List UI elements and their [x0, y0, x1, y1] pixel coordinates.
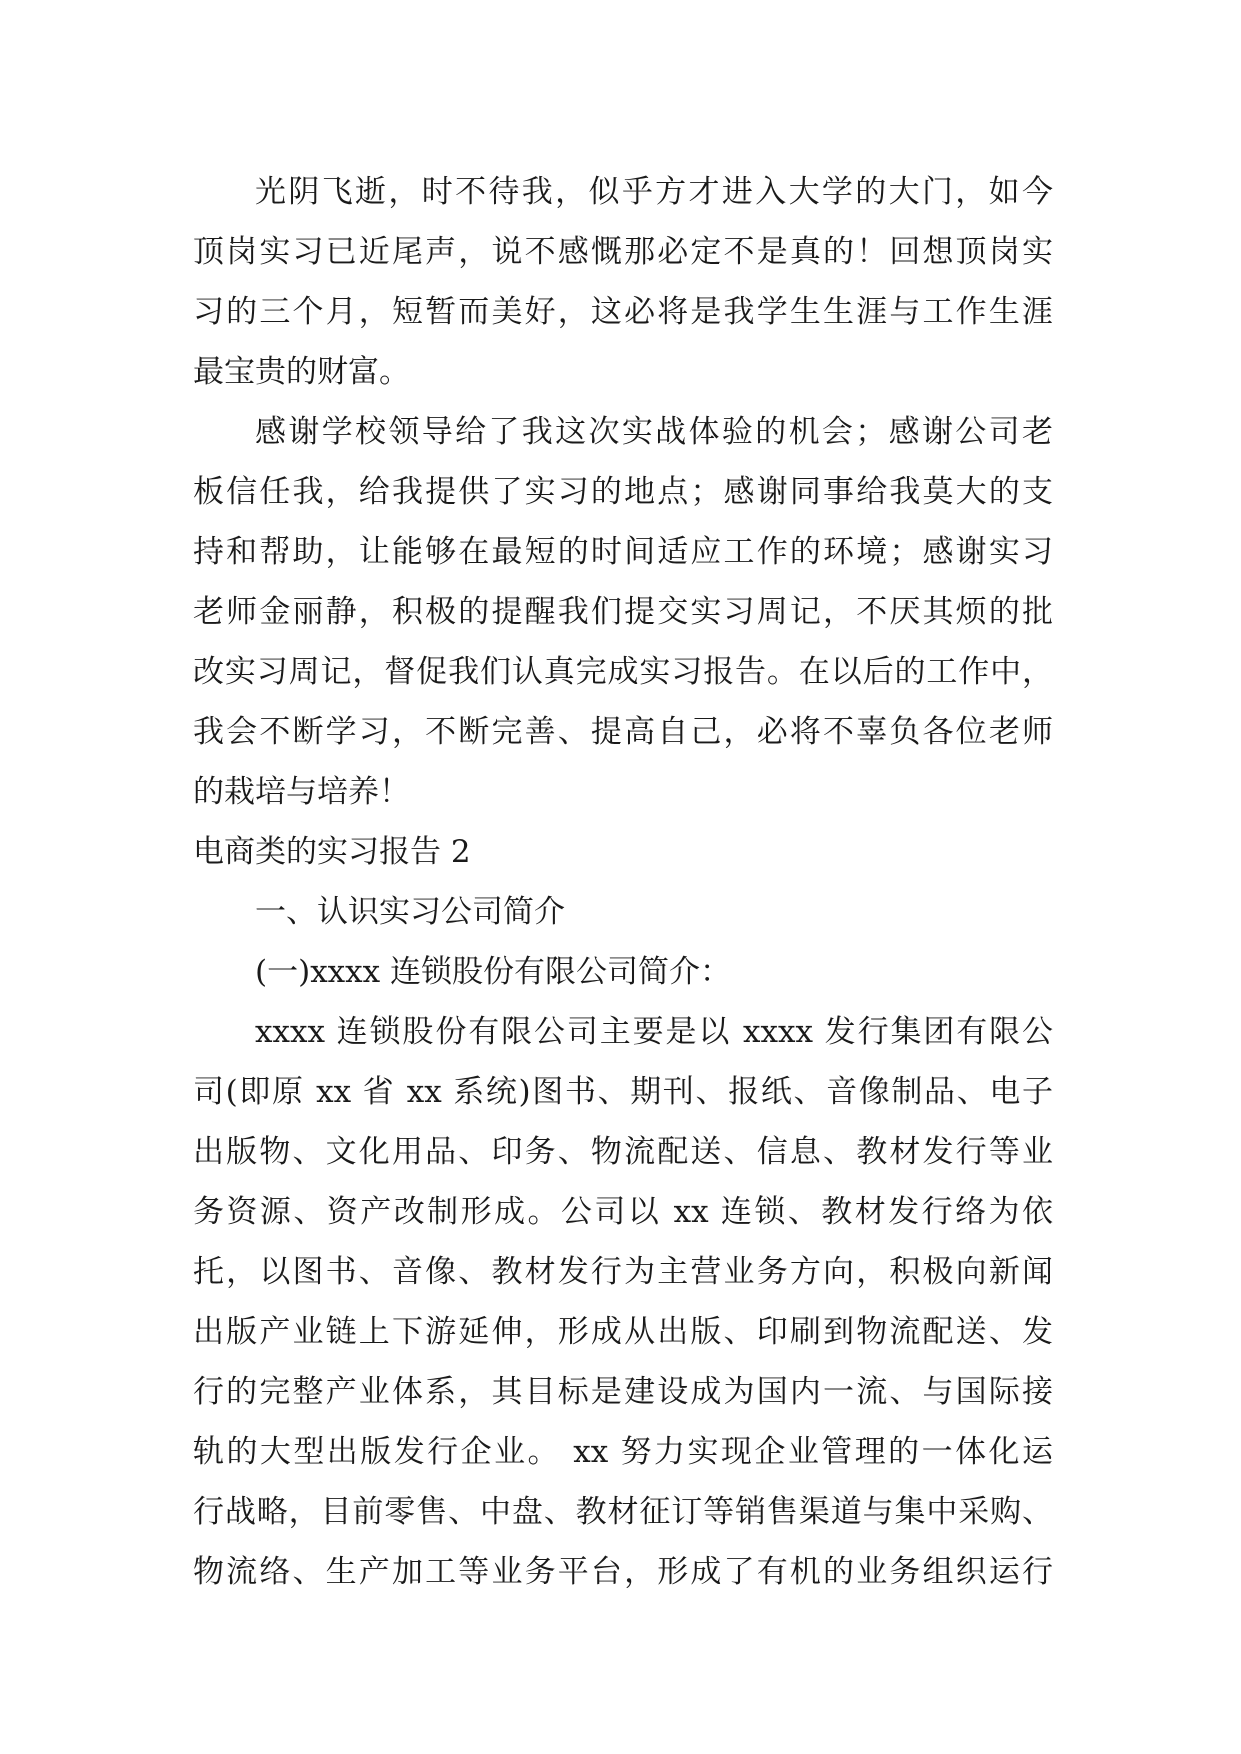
- text-line: 的栽培与培养！: [193, 774, 410, 810]
- text-line: 最宝贵的财富。: [193, 354, 410, 390]
- section-heading: 电商类的实习报告 2: [193, 834, 471, 870]
- text-line: 持和帮助，让能够在最短的时间适应工作的环境；感谢实习: [193, 534, 1053, 570]
- text-line: 板信任我，给我提供了实习的地点；感谢同事给我莫大的支: [193, 474, 1053, 510]
- text-line: 务资源、资产改制形成。公司以 xx 连锁、教材发行络为依: [193, 1194, 1053, 1230]
- text-line: 顶岗实习已近尾声，说不感慨那必定不是真的！回想顶岗实: [193, 234, 1053, 270]
- text-line: 行的完整产业体系，其目标是建设成为国内一流、与国际接: [193, 1374, 1053, 1410]
- text-line: 改实习周记，督促我们认真完成实习报告。在以后的工作中，: [193, 654, 1053, 690]
- text-line: xxxx 连锁股份有限公司主要是以 xxxx 发行集团有限公: [255, 1014, 1053, 1050]
- text-line: 习的三个月，短暂而美好，这必将是我学生生涯与工作生涯: [193, 294, 1053, 330]
- text-line: 出版物、文化用品、印务、物流配送、信息、教材发行等业: [193, 1134, 1053, 1170]
- text-line: 出版产业链上下游延伸，形成从出版、印刷到物流配送、发: [193, 1314, 1053, 1350]
- text-line: 光阴飞逝，时不待我，似乎方才进入大学的大门，如今: [255, 174, 1053, 210]
- subsection-heading: 一、认识实习公司简介: [255, 894, 565, 930]
- text-line: 司(即原 xx 省 xx 系统)图书、期刊、报纸、音像制品、电子: [193, 1074, 1053, 1110]
- text-line: 老师金丽静，积极的提醒我们提交实习周记，不厌其烦的批: [193, 594, 1053, 630]
- text-line: 物流络、生产加工等业务平台，形成了有机的业务组织运行: [193, 1554, 1053, 1590]
- text-line: 我会不断学习，不断完善、提高自己，必将不辜负各位老师: [193, 714, 1053, 750]
- text-line: 行战略，目前零售、中盘、教材征订等销售渠道与集中采购、: [193, 1494, 1053, 1530]
- text-line: 轨的大型出版发行企业。 xx 努力实现企业管理的一体化运: [193, 1434, 1053, 1470]
- subsection-heading: (一)xxxx 连锁股份有限公司简介：: [255, 954, 731, 990]
- text-line: 感谢学校领导给了我这次实战体验的机会；感谢公司老: [255, 414, 1053, 450]
- text-line: 托，以图书、音像、教材发行为主营业务方向，积极向新闻: [193, 1254, 1053, 1290]
